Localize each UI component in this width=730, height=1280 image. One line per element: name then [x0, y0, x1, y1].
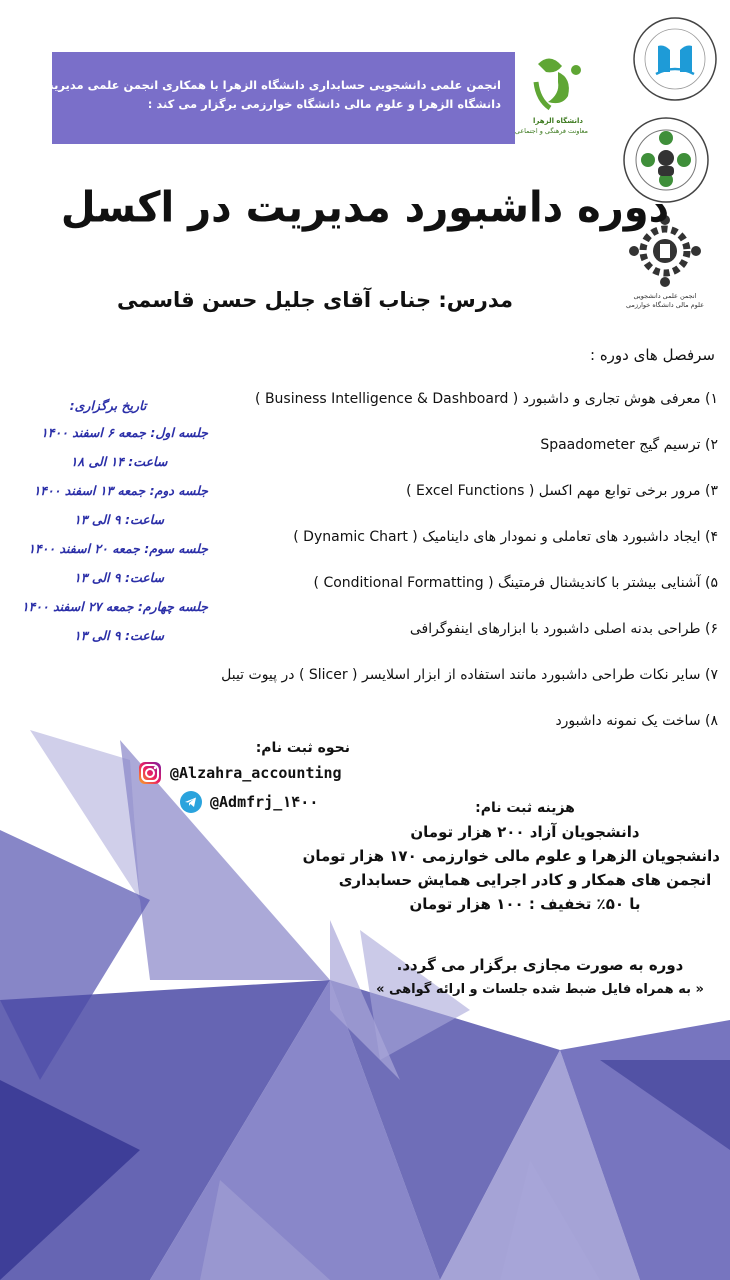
syllabus-list: [198, 384, 718, 752]
syllabus-item: ۸) ساخت یک نمونه داشبورد: [555, 713, 718, 729]
banner-line-1: انجمن علمی دانشجویی حسابداری دانشگاه الزهرا با همکاری انجمن علمی مدیریت: [41, 78, 501, 92]
online-note: دوره به صورت مجازی برگزار می گردد.: [396, 956, 684, 974]
logo-caption-2: علوم مالی دانشگاه خوارزمی: [625, 301, 705, 309]
accounting-association-logo: [632, 16, 718, 102]
fees-block: [302, 796, 720, 916]
fee-line: انجمن های همکار و کادر اجرایی همایش حسابداری: [338, 871, 712, 889]
open-book-wave-icon: [632, 16, 718, 102]
certificate-note: « به همراه فایل ضبط شده جلسات و ارائه گواهی »: [376, 982, 704, 997]
syllabus-item: ۷) سایر نکات طراحی داشبورد مانند استفاده از ابزار اسلایسر ( Slicer ) در پیوت تیبل: [221, 667, 718, 683]
telegram-handle: @Admfrj_۱۴۰۰: [210, 793, 319, 811]
university-subtitle: معاونت فرهنگی و اجتماعی: [514, 127, 588, 135]
syllabus-item: ۲) ترسیم گیج Spaadometer: [540, 437, 718, 453]
session-date: جلسه سوم: جمعه ۲۰ اسفند ۱۴۰۰: [28, 541, 208, 556]
alzahra-university-logo: [514, 52, 588, 142]
logo-caption-1: انجمن علمی دانشجویی: [633, 292, 697, 300]
fee-line: دانشجویان آزاد ۲۰۰ هزار تومان: [410, 823, 640, 841]
session-date: جلسه چهارم: جمعه ۲۷ اسفند ۱۴۰۰: [21, 599, 208, 614]
syllabus-item: ۶) طراحی بدنه اصلی داشبورد با ابزارهای اینفوگرافی: [409, 621, 718, 637]
session-time: ساعت: ۹ الی ۱۳: [74, 628, 164, 643]
banner-line-2: دانشگاه الزهرا و علوم مالی دانشگاه خوارزمی برگزار می کند :: [147, 97, 501, 111]
registration-heading: نحوه ثبت نام:: [255, 740, 350, 756]
fees-heading: هزینه ثبت نام:: [475, 800, 575, 816]
session-time: ساعت: ۹ الی ۱۳: [74, 512, 164, 527]
syllabus-item: ۵) آشنایی بیشتر با کاندیشنال فرمتینگ ( Conditional Formatting ): [313, 575, 718, 591]
syllabus-item: ۳) مرور برخی توابع مهم اکسل ( Excel Functions ): [406, 483, 718, 499]
session-time: ساعت: ۱۴ الی ۱۸: [70, 454, 168, 469]
course-title: دوره داشبورد مدیریت در اکسل: [60, 183, 670, 233]
notes-block: [370, 952, 710, 1002]
session-date: جلسه دوم: جمعه ۱۳ اسفند ۱۴۰۰: [33, 483, 208, 498]
fee-line: دانشجویان الزهرا و علوم مالی خوارزمی ۱۷۰ هزار تومان: [302, 847, 720, 865]
syllabus-item: ۴) ایجاد داشبورد های تعاملی و نمودار های داینامیک ( Dynamic Chart ): [293, 529, 718, 545]
session-date: جلسه اول: جمعه ۶ اسفند ۱۴۰۰: [41, 425, 208, 440]
fee-line: با ۵۰٪ تخفیف : ۱۰۰ هزار تومان: [409, 895, 641, 913]
instagram-icon: [138, 761, 162, 785]
syllabus-heading: سرفصل های دوره :: [590, 346, 715, 364]
instagram-handle: @Alzahra_accounting: [170, 764, 342, 782]
schedule-heading: تاریخ برگزاری:: [69, 398, 147, 413]
session-time: ساعت: ۹ الی ۱۳: [74, 570, 164, 585]
teacher-name: مدرس: جناب آقای جلیل حسن قاسمی: [117, 288, 513, 312]
schedule-block: [8, 394, 208, 650]
university-name: دانشگاه الزهرا: [532, 117, 583, 125]
instagram-link[interactable]: [138, 760, 342, 786]
syllabus-item: ۱) معرفی هوش تجاری و داشبورد ( Business Intelligence & Dashboard ): [255, 391, 718, 407]
organizer-banner: [41, 52, 515, 144]
telegram-link[interactable]: [180, 789, 318, 815]
alzahra-emblem-icon: [528, 52, 588, 112]
telegram-icon: [180, 791, 202, 813]
